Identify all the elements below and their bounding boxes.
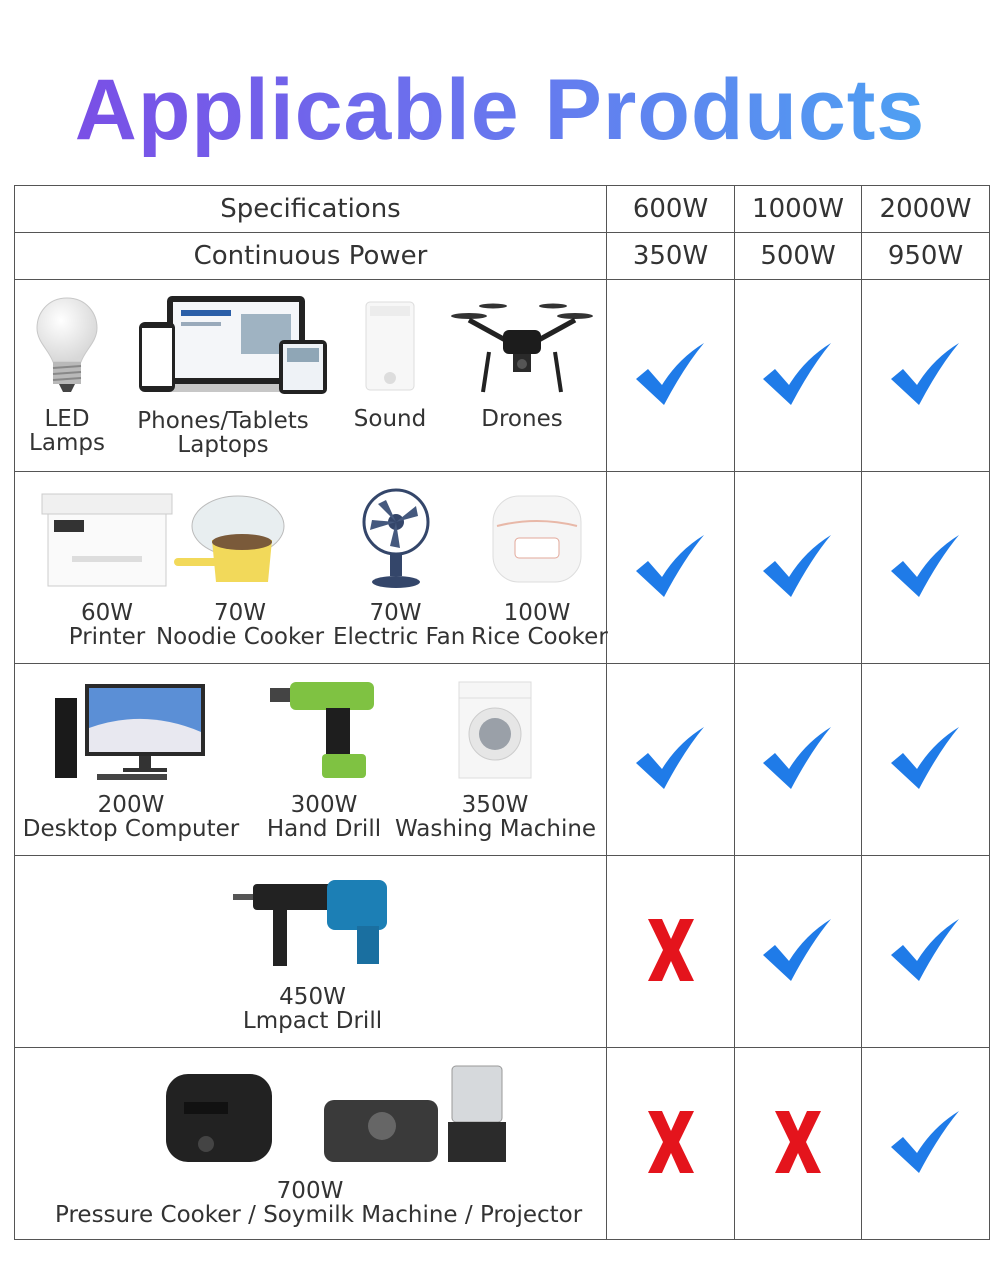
check-icon <box>889 725 963 795</box>
product-row-5 <box>15 1048 990 1240</box>
speaker-icon <box>345 296 435 401</box>
header-row <box>15 186 990 233</box>
product-washing-machine <box>395 678 595 841</box>
mark-cell-2000w <box>862 1048 990 1240</box>
product-label-line1: 200W <box>97 792 165 818</box>
mark-cell-2000w <box>862 472 990 664</box>
product-label-line1: 70W <box>213 600 266 626</box>
product-label-line2: Hand Drill <box>266 816 382 842</box>
product-label-line2: Lmpact Drill <box>242 1008 383 1034</box>
product-cell <box>15 664 607 856</box>
cross-icon <box>646 917 696 987</box>
product-cell <box>15 856 607 1048</box>
check-icon <box>889 917 963 987</box>
product-label-line2: Desktop Computer <box>22 816 240 842</box>
product-label-line2: Lamps <box>29 430 105 456</box>
mark-cell-2000w <box>862 664 990 856</box>
mark-cell-600w <box>607 664 735 856</box>
product-hand-drill <box>265 678 383 841</box>
product-label-line2: Noodie Cooker <box>155 624 325 650</box>
col-header-1000w: 1000W <box>735 186 862 233</box>
product-row-1 <box>15 280 990 472</box>
power-value-600w: 350W <box>607 233 735 280</box>
drone-icon <box>447 296 597 401</box>
product-row-4 <box>15 856 990 1048</box>
electric-fan-icon <box>333 486 458 595</box>
check-icon <box>634 341 708 411</box>
product-desktop-computer <box>21 678 241 841</box>
product-row-3 <box>15 664 990 856</box>
mark-cell-1000w <box>735 664 862 856</box>
product-label-line2: Electric Fan <box>333 624 466 650</box>
product-label-line1: Drones <box>481 406 563 432</box>
mark-cell-1000w <box>735 1048 862 1240</box>
mark-cell-1000w <box>735 472 862 664</box>
product-label-line1: 300W <box>290 792 358 818</box>
product-label-line1: 100W <box>503 600 571 626</box>
continuous-power-row <box>15 233 990 280</box>
check-icon <box>761 917 835 987</box>
product-label-line2: Rice Cooker <box>471 624 608 650</box>
check-icon <box>761 725 835 795</box>
mark-cell-1000w <box>735 856 862 1048</box>
product-label-line1: Phones/Tablets <box>137 408 309 434</box>
mark-cell-600w <box>607 1048 735 1240</box>
cross-icon <box>773 1109 823 1179</box>
product-led-lamps <box>27 296 107 455</box>
check-icon <box>889 1109 963 1179</box>
mark-cell-2000w <box>862 280 990 472</box>
cross-icon <box>646 1109 696 1179</box>
product-label-line2: Washing Machine <box>395 816 597 842</box>
product-electric-fan <box>333 486 466 650</box>
product-rice-cooker <box>471 486 608 650</box>
power-value-1000w: 500W <box>735 233 862 280</box>
product-noodle-cooker <box>155 486 325 649</box>
noodle-cooker-icon <box>155 486 325 595</box>
pressure-cooker-soymilk-projector-icon <box>55 1064 565 1173</box>
product-phones-tablets-laptops <box>133 292 313 457</box>
product-impact-drill <box>225 870 400 1033</box>
check-icon <box>634 533 708 603</box>
washing-machine-icon <box>395 678 595 787</box>
mark-cell-2000w <box>862 856 990 1048</box>
check-icon <box>761 341 835 411</box>
mark-cell-1000w <box>735 280 862 472</box>
compatibility-table <box>14 185 990 1240</box>
col-header-2000w: 2000W <box>862 186 990 233</box>
check-icon <box>889 533 963 603</box>
product-cell <box>15 280 607 472</box>
mark-cell-600w <box>607 472 735 664</box>
product-row-2 <box>15 472 990 664</box>
led-lamp-icon <box>27 296 107 401</box>
phone-tablet-laptop-icon <box>133 292 313 403</box>
check-icon <box>889 341 963 411</box>
product-label-line1: 60W <box>80 600 133 626</box>
continuous-power-label: Continuous Power <box>15 233 607 280</box>
page-title: Applicable Products <box>74 62 926 158</box>
rice-cooker-icon <box>471 486 603 595</box>
product-sound <box>345 296 435 431</box>
power-value-2000w: 950W <box>862 233 990 280</box>
product-cell <box>15 472 607 664</box>
product-cell <box>15 1048 607 1240</box>
check-icon <box>634 725 708 795</box>
impact-drill-icon <box>225 870 400 979</box>
product-drones <box>447 296 597 431</box>
specifications-label: Specifications <box>15 186 607 233</box>
product-label-line2: Pressure Cooker / Soymilk Machine / Projector <box>55 1202 583 1228</box>
product-label-line1: Sound <box>353 406 427 432</box>
product-label-line1: 70W <box>369 600 422 626</box>
mark-cell-600w <box>607 856 735 1048</box>
product-label-line1: LED <box>44 406 90 432</box>
product-label-line2: Laptops <box>177 432 269 458</box>
product-label-line1: 450W <box>279 984 346 1010</box>
col-header-600w: 600W <box>607 186 735 233</box>
product-pressure-cooker-soymilk-projector <box>55 1064 583 1228</box>
hand-drill-icon <box>265 678 383 787</box>
mark-cell-600w <box>607 280 735 472</box>
product-label-line1: 350W <box>461 792 529 818</box>
check-icon <box>761 533 835 603</box>
product-label-line1: 700W <box>276 1178 344 1204</box>
desktop-computer-icon <box>21 678 241 787</box>
product-label-line2: Printer <box>68 624 146 650</box>
